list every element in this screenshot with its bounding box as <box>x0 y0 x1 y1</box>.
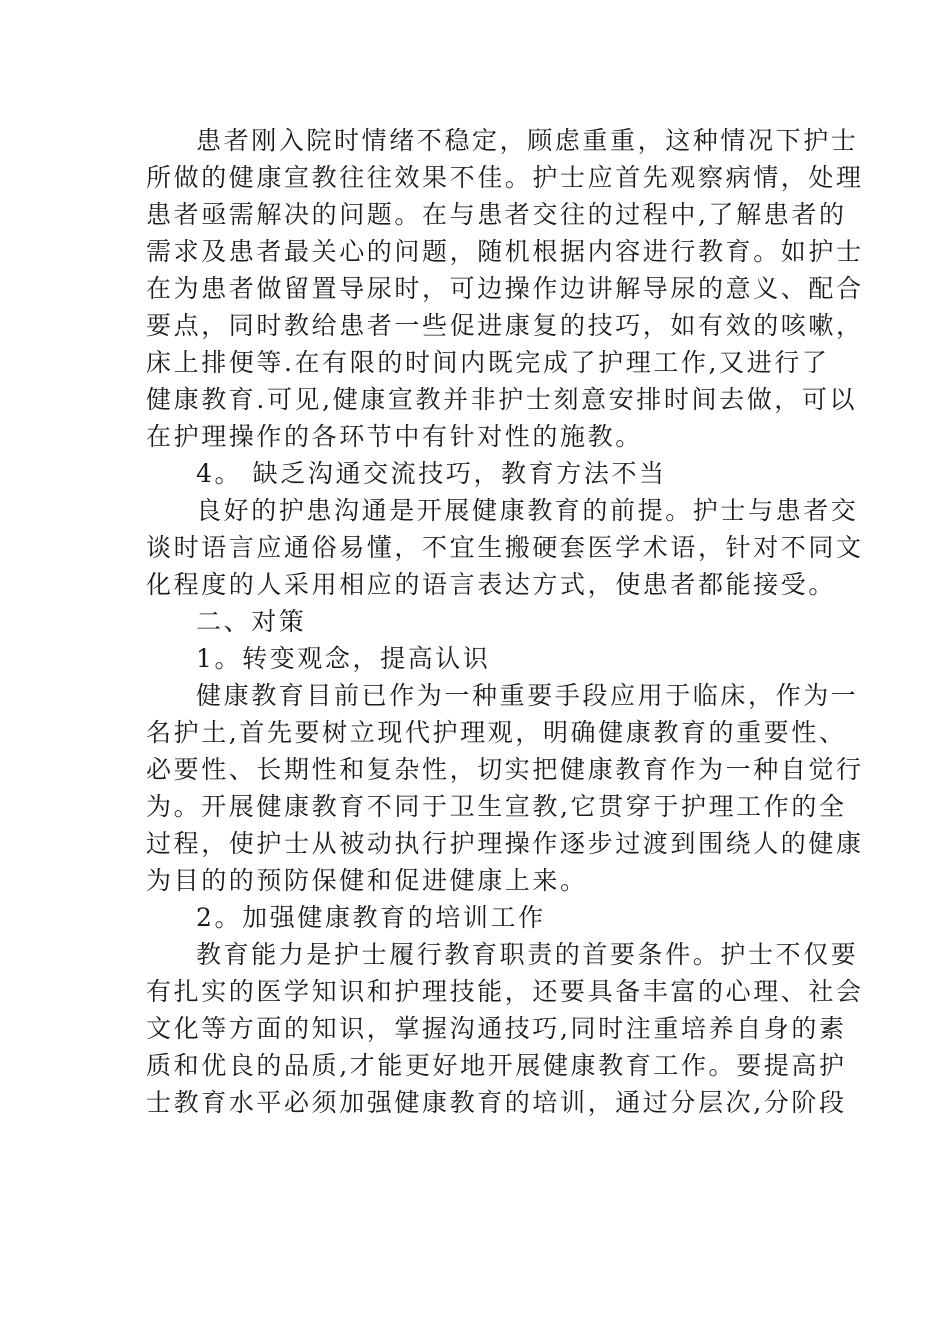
paragraph-line: 健康教育目前已作为一种重要手段应用于临床，作为一 <box>196 681 859 710</box>
paragraph-line: 士教育水平必须加强健康教育的培训，通过分层次,分阶段 <box>146 1088 847 1117</box>
paragraph-line: 有扎实的医学知识和护理技能，还要具备丰富的心理、社会 <box>146 977 864 1006</box>
paragraph-line: 良好的护患沟通是开展健康教育的前提。护士与患者交 <box>196 496 859 525</box>
section-heading: 1。转变观念，提高认识 <box>196 644 491 673</box>
section-heading: 4。 缺乏沟通交流技巧，教育方法不当 <box>196 459 667 488</box>
paragraph-line: 教育能力是护士履行教育职责的首要条件。护士不仅要 <box>196 940 859 969</box>
paragraph-line: 为。开展健康教育不同于卫生宣教,它贯穿于护理工作的全 <box>146 792 847 821</box>
paragraph-line: 患者亟需解决的问题。在与患者交往的过程中,了解患者的 <box>146 200 847 229</box>
section-heading: 2。加强健康教育的培训工作 <box>196 903 546 932</box>
paragraph-line: 健康教育.可见,健康宣教并非护士刻意安排时间去做，可以 <box>146 385 858 414</box>
paragraph-line: 床上排便等.在有限的时间内既完成了护理工作,又进行了 <box>146 348 830 377</box>
paragraph-line: 化程度的人采用相应的语言表达方式，使患者都能接受。 <box>146 570 837 599</box>
paragraph-line: 所做的健康宣教往往效果不佳。护士应首先观察病情，处理 <box>146 163 864 192</box>
paragraph-line: 谈时语言应通俗易懂，不宜生搬硬套医学术语，针对不同文 <box>146 533 864 562</box>
paragraph-line: 要点，同时教给患者一些促进康复的技巧，如有效的咳嗽， <box>146 311 864 340</box>
paragraph-line: 在为患者做留置导尿时，可边操作边讲解导尿的意义、配合 <box>146 274 864 303</box>
paragraph-line: 患者刚入院时情绪不稳定，顾虑重重，这种情况下护士 <box>196 126 859 155</box>
section-heading: 二、对策 <box>196 607 307 636</box>
paragraph-line: 需求及患者最关心的问题，随机根据内容进行教育。如护士 <box>146 237 864 266</box>
paragraph-line: 为目的的预防保健和促进健康上来。 <box>146 866 588 895</box>
paragraph-line: 质和优良的品质,才能更好地开展健康教育工作。要提高护 <box>146 1051 847 1080</box>
paragraph-line: 过程，使护士从被动执行护理操作逐步过渡到围绕人的健康 <box>146 829 864 858</box>
paragraph-line: 名护土,首先要树立现代护理观，明确健康教育的重要性、 <box>146 718 847 747</box>
paragraph-line: 在护理操作的各环节中有针对性的施教。 <box>146 422 643 451</box>
paragraph-line: 文化等方面的知识，掌握沟通技巧,同时注重培养自身的素 <box>146 1014 847 1043</box>
paragraph-line: 必要性、长期性和复杂性，切实把健康教育作为一种自觉行 <box>146 755 864 784</box>
